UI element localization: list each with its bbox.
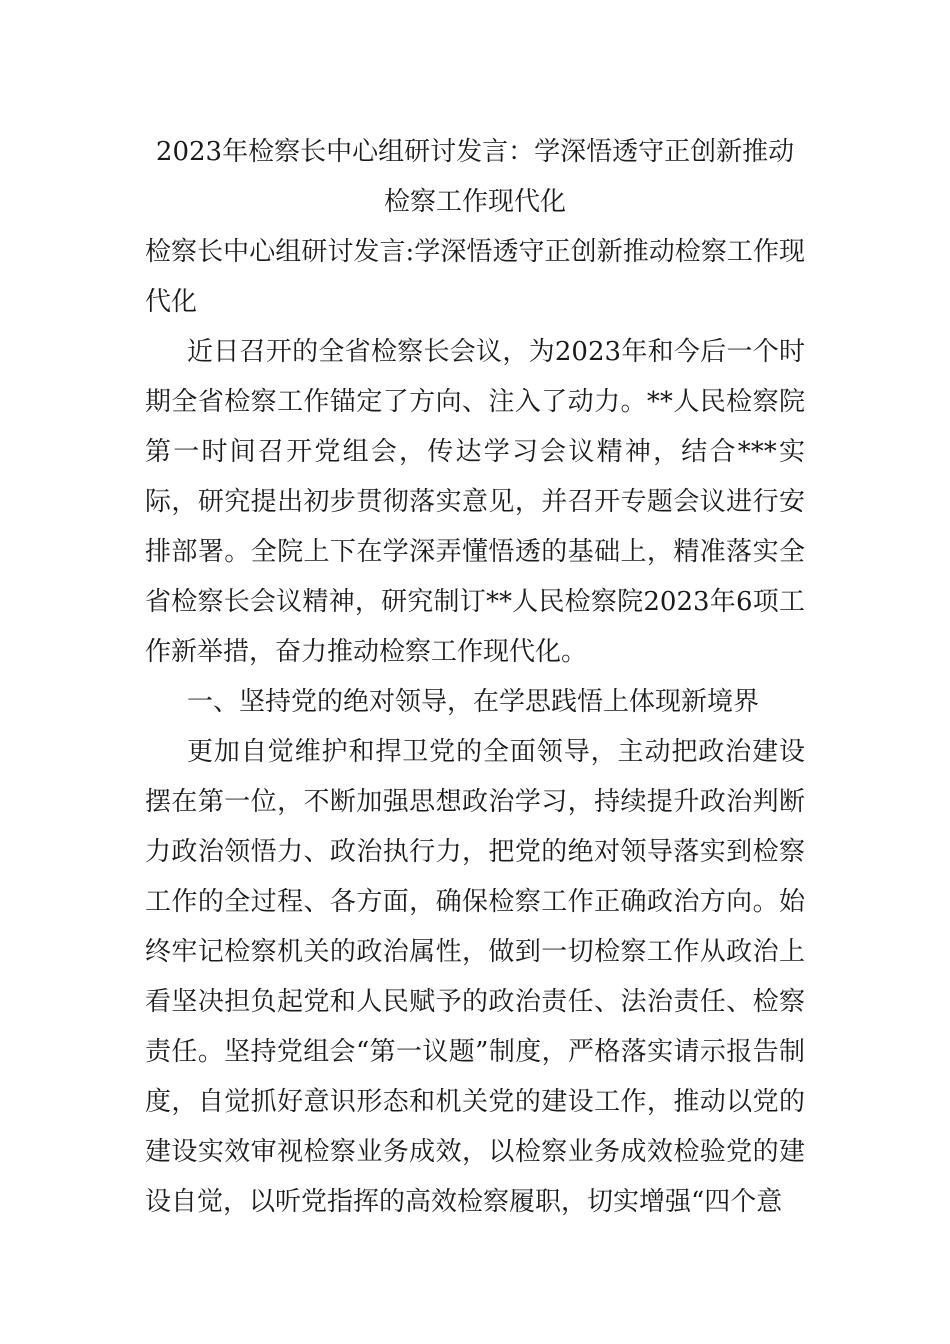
document-body	[145, 127, 805, 1227]
section-heading: 一、坚持党的绝对领导，在学思践悟上体现新境界	[187, 687, 760, 717]
document-title: 2023年检察长中心组研讨发言：学深悟透守正创新推动检察工作现代化	[155, 137, 795, 217]
intro-paragraph: 近日召开的全省检察长会议，为2023年和今后一个时期全省检察工作锚定了方向、注入了动力。**人民检察院第一时间召开党组会，传达学习会议精神，结合***实际，研究提出初步贯彻落实意见，并召开专题会议进行安排部署。全院上下在学深弄懂悟透的基础上，精准落实全省检察长会议精神，研究制订**人民检察院2023年6项工作新举措，奋力推动检察工作现代化。	[145, 337, 805, 667]
section-paragraph: 更加自觉维护和捍卫党的全面领导，主动把政治建设摆在第一位，不断加强思想政治学习，持续提升政治判断力政治领悟力、政治执行力，把党的绝对领导落实到检察工作的全过程、各方面，确保检察工作正确政治方向。始终牢记检察机关的政治属性，做到一切检察工作从政治上看坚决担负起党和人民赋予的政治责任、法治责任、检察责任。坚持党组会“第一议题”制度，严格落实请示报告制度，自觉抓好意识形态和机关党的建设工作，推动以党的建设实效审视检察业务成效，以检察业务成效检验党的建设自觉，以听党指挥的高效检察履职，切实增强“四个意	[145, 737, 805, 1217]
document-subtitle: 检察长中心组研讨发言:学深悟透守正创新推动检察工作现代化	[145, 237, 805, 317]
